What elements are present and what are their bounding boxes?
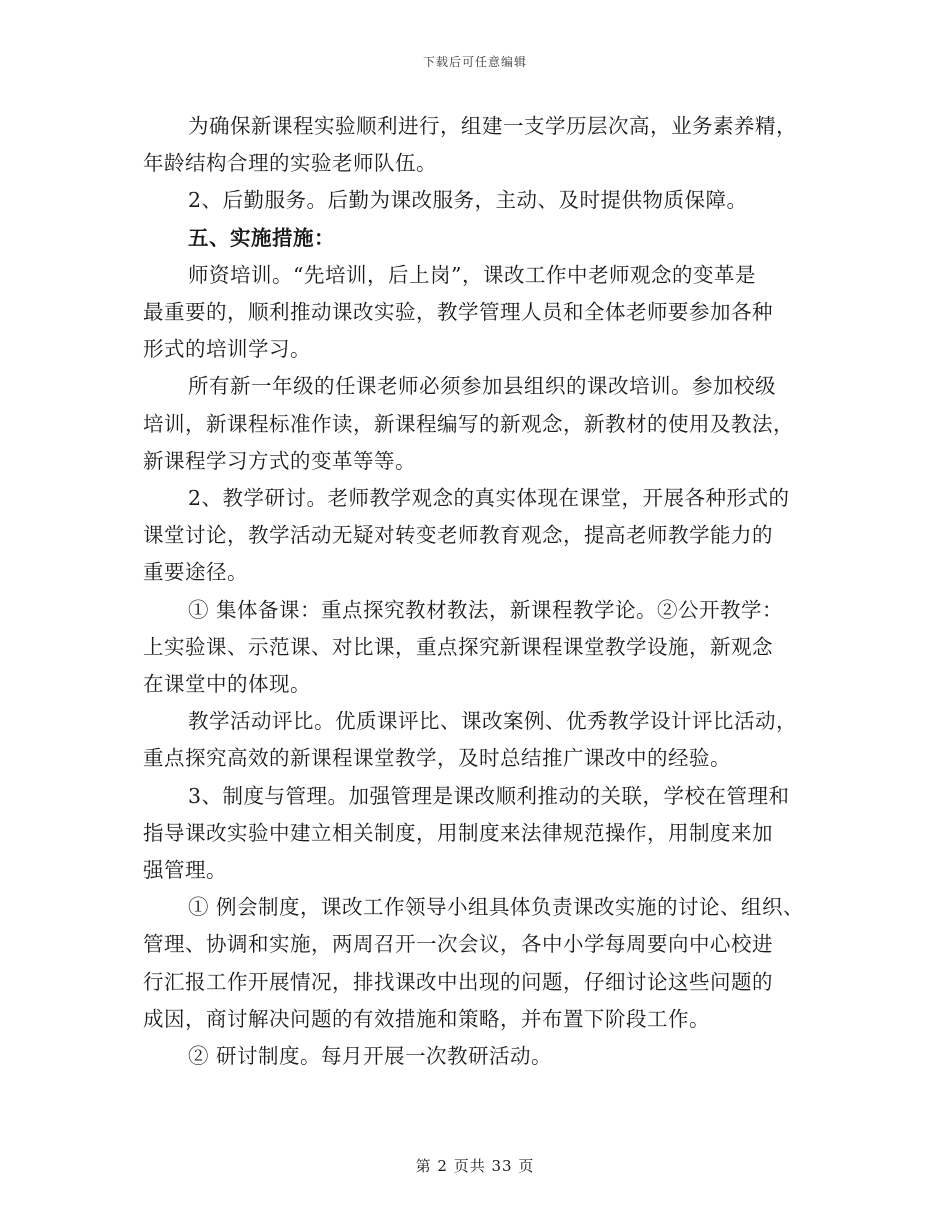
text-line: 新课程学习方式的变革等等。 [143,448,416,473]
text-line: 最重要的，顺利推动课改实验，教学管理人员和全体老师要参加各种 [143,300,773,325]
text-line: 教学活动评比。优质课评比、课改案例、优秀教学设计评比活动， [188,709,797,734]
text-line: 上实验课、示范课、对比课，重点探究新课程课堂教学设施，新观念 [143,634,773,659]
text-line: 管理、协调和实施，两周召开一次会议，各中小学每周要向中心校进 [143,932,773,957]
text-line: 3、制度与管理。加强管理是课改顺利推动的关联，学校在管理和 [188,783,790,808]
section-heading: 五、实施措施： [188,225,335,250]
header-note: 下载后可任意编辑 [422,55,527,69]
text-line: 重要途径。 [143,560,248,585]
text-line: 师资培训。“先培训，后上岗”，课改工作中老师观念的变革是 [188,262,756,287]
document-body [143,108,823,1075]
text-line: 形式的培训学习。 [143,337,311,362]
text-line: 年龄结构合理的实验老师队伍。 [143,151,437,176]
text-line: ① 集体备课：重点探究教材教法，新课程教学论。②公开教学： [188,597,784,622]
text-line: 培训，新课程标准作读，新课程编写的新观念，新教材的使用及教法， [143,411,794,436]
text-line: 2、后勤服务。后勤为课改服务，主动、及时提供物质保障。 [188,188,748,213]
text-line: 课堂讨论，教学活动无疑对转变老师教育观念，提高老师教学能力的 [143,523,773,548]
text-line: 重点探究高效的新课程课堂教学，及时总结推广课改中的经验。 [143,746,731,771]
text-line: 强管理。 [143,858,227,883]
text-line: 行汇报工作开展情况，排找课改中出现的问题，仔细讨论这些问题的 [143,969,773,994]
text-line: 指导课改实验中建立相关制度，用制度来法律规范操作，用制度来加 [143,820,773,845]
text-line: 所有新一年级的任课老师必须参加县组织的课改培训。参加校级 [188,374,776,399]
page-number: 第 2 页共 33 页 [415,1157,535,1175]
text-line: 成因，商讨解决问题的有效措施和策略，并布置下阶段工作。 [143,1006,710,1031]
text-line: ① 例会制度，课改工作领导小组具体负责课改实施的讨论、组织、 [188,895,805,920]
text-line: ② 研讨制度。每月开展一次教研活动。 [188,1044,553,1069]
text-line: 在课堂中的体现。 [143,672,311,697]
text-line: 2、教学研讨。老师教学观念的真实体现在课堂，开展各种形式的 [188,486,790,511]
text-line: 为确保新课程实验顺利进行，组建一支学历层次高，业务素养精， [188,114,797,138]
